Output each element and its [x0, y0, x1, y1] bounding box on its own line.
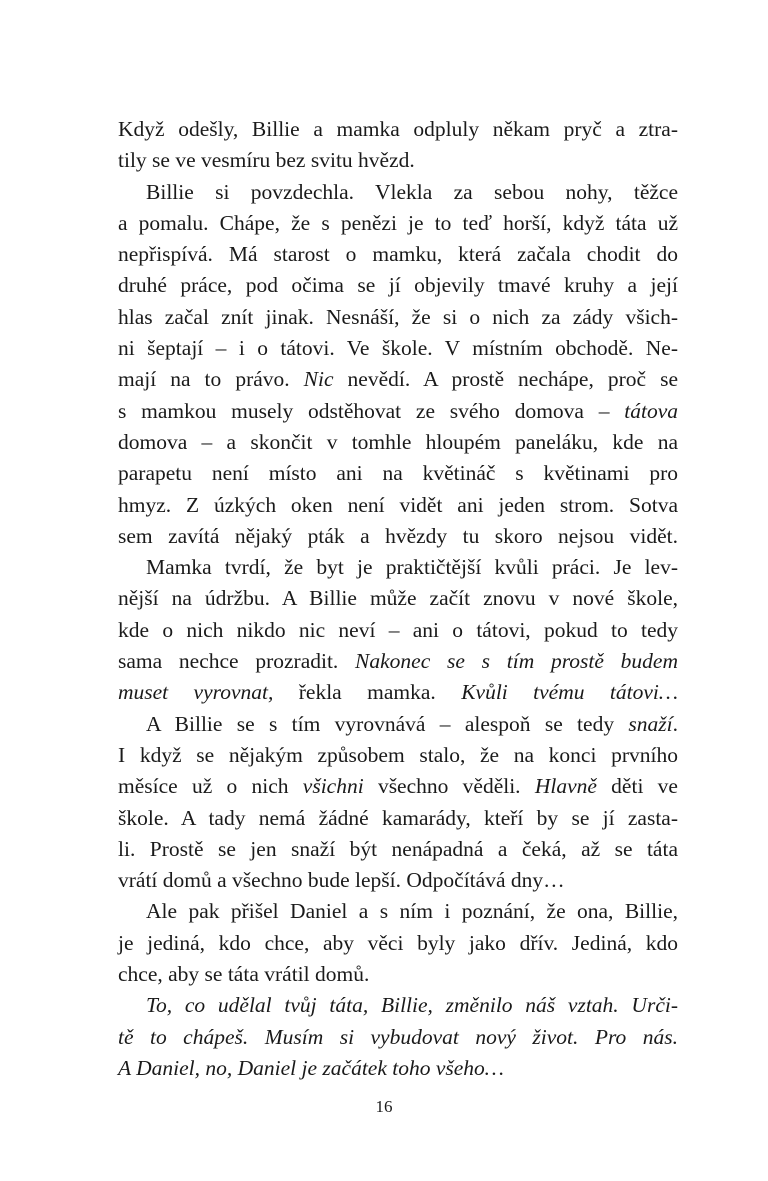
italic-text-span: snaží	[628, 711, 673, 736]
text-span: Mamka tvrdí, že byt je praktičtější kvůli práci. Je lev-	[146, 555, 678, 580]
text-span: a pomalu. Chápe, že s penězi je to teď horší, když táta už	[118, 210, 678, 235]
text-line	[118, 364, 678, 395]
text-line	[118, 490, 678, 521]
text-line	[118, 803, 678, 834]
text-span: ni šeptají – i o tátovi. Ve škole. V místním obchodě. Ne-	[118, 336, 678, 361]
text-span: I když se nějakým způsobem stalo, že na konci prvního	[118, 742, 678, 767]
text-line	[118, 270, 678, 301]
text-span: řekla mamka.	[273, 680, 462, 705]
text-span: hlas začal znít jinak. Nesnáší, že si o nich za zády všich-	[118, 304, 678, 329]
text-span: škole. A tady nemá žádné kamarády, kteří by se jí zasta-	[118, 805, 678, 830]
text-line	[118, 583, 678, 614]
text-line	[118, 114, 678, 145]
book-page-text	[118, 114, 678, 1084]
text-line	[118, 145, 678, 176]
text-span: mají na to právo.	[118, 367, 304, 392]
text-span: měsíce už o nich	[118, 774, 303, 799]
text-span: Billie si povzdechla. Vlekla za sebou nohy, těžce	[146, 179, 678, 204]
text-line	[118, 208, 678, 239]
text-line	[118, 990, 678, 1021]
text-span: sem zavítá nějaký pták a hvězdy tu skoro nejsou vidět.	[118, 523, 678, 548]
text-line	[118, 771, 678, 802]
italic-text-span: muset vyrovnat,	[118, 680, 274, 705]
text-line	[118, 1053, 678, 1084]
text-line	[118, 959, 678, 990]
italic-text-span: Nakonec se s tím prostě budem	[355, 649, 678, 674]
italic-text-span: Hlavně	[534, 774, 597, 799]
text-line	[118, 239, 678, 270]
italic-text-span: To, co udělal tvůj táta, Billie, změnilo náš vztah. Urči-	[146, 993, 678, 1018]
text-line	[118, 615, 678, 646]
text-span: děti ve	[596, 774, 678, 799]
text-line	[118, 458, 678, 489]
text-span: domova – a skončit v tomhle hloupém paneláku, kde na	[118, 429, 678, 454]
text-line	[118, 302, 678, 333]
italic-text-span: tě to chápeš. Musím si vybudovat nový život. Pro nás.	[118, 1024, 678, 1049]
text-line	[118, 740, 678, 771]
text-span: druhé práce, pod očima se jí objevily tmavé kruhy a její	[118, 273, 678, 298]
italic-text-span: všichni	[302, 774, 364, 799]
text-span: s mamkou musely odstěhovat ze svého domova –	[118, 398, 625, 423]
text-span: nepřispívá. Má starost o mamku, která začala chodit do	[118, 242, 678, 267]
page-number: 16	[375, 1097, 393, 1116]
text-span: .	[672, 711, 678, 736]
italic-text-span: Nic	[303, 367, 334, 392]
text-line	[118, 552, 678, 583]
text-line	[118, 521, 678, 552]
text-line	[118, 834, 678, 865]
text-span: A Billie se s tím vyrovnává – alespoň se tedy	[146, 711, 629, 736]
text-span: vrátí domů a všechno bude lepší. Odpočítává dny…	[118, 868, 565, 893]
text-span: Ale pak přišel Daniel a s ním i poznání, že ona, Billie,	[146, 899, 678, 924]
text-span: li. Prostě se jen snaží být nenápadná a čeká, až se táta	[118, 836, 678, 861]
text-span: nější na údržbu. A Billie může začít znovu v nové škole,	[118, 586, 678, 611]
italic-text-span: A Daniel, no, Daniel je začátek toho všeho…	[118, 1055, 504, 1080]
text-line	[118, 646, 678, 677]
text-span: parapetu není místo ani na květináč s květinami pro	[118, 461, 678, 486]
text-line	[118, 896, 678, 927]
text-line	[118, 177, 678, 208]
text-span: kde o nich nikdo nic neví – ani o tátovi, pokud to tedy	[118, 617, 678, 642]
text-span: chce, aby se táta vrátil domů.	[118, 962, 370, 987]
text-span: všechno věděli.	[363, 774, 535, 799]
text-line	[118, 333, 678, 364]
text-span: sama nechce prozradit.	[118, 649, 356, 674]
text-line	[118, 1022, 678, 1053]
text-span: tily se ve vesmíru bez svitu hvězd.	[118, 148, 415, 173]
text-line	[118, 677, 678, 708]
italic-text-span: Kvůli tvému tátovi…	[461, 680, 678, 705]
italic-text-span: tátova	[624, 398, 678, 423]
text-line	[118, 865, 678, 896]
text-line	[118, 928, 678, 959]
text-line	[118, 396, 678, 427]
text-line	[118, 709, 678, 740]
text-span: Když odešly, Billie a mamka odpluly někam pryč a ztra-	[118, 117, 678, 141]
text-line	[118, 427, 678, 458]
text-span: nevědí. A prostě nechápe, proč se	[333, 367, 678, 392]
text-span: hmyz. Z úzkých oken není vidět ani jeden strom. Sotva	[118, 492, 678, 517]
text-span: je jediná, kdo chce, aby věci byly jako dřív. Jediná, kdo	[118, 930, 678, 955]
